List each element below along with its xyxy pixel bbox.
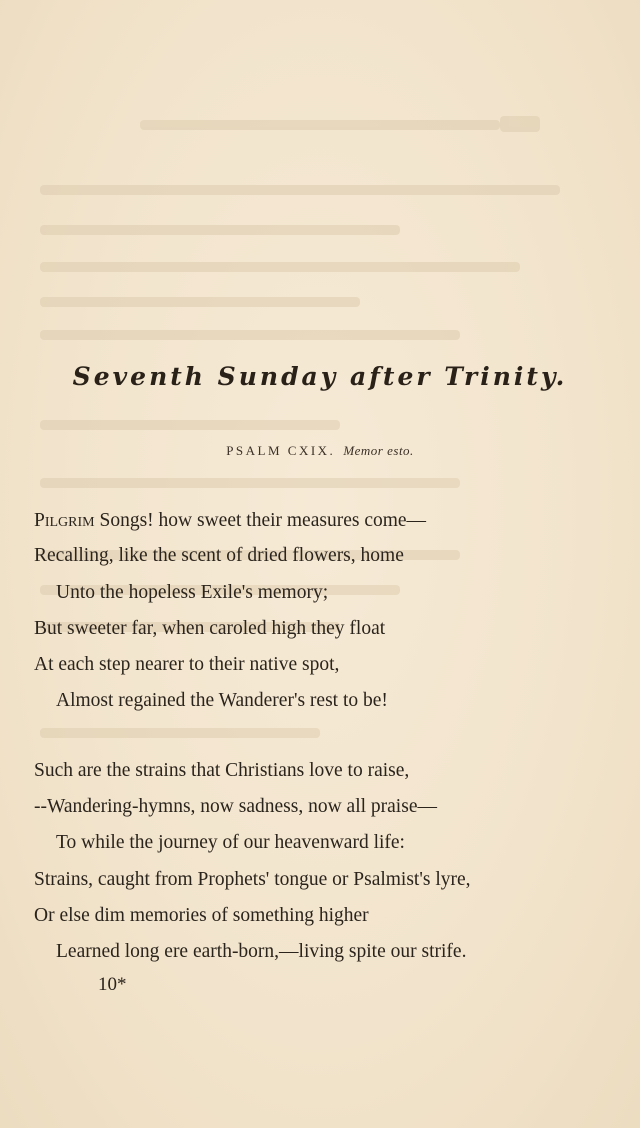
poem-line: Almost regained the Wanderer's rest to be! [56, 690, 388, 711]
poem-line: To while the journey of our heavenward life: [56, 832, 405, 853]
poem-line: But sweeter far, when caroled high they float [34, 618, 386, 639]
psalm-motto: Memor esto. [343, 443, 414, 458]
poem-line: Pilgrim Songs! how sweet their measures come— [34, 510, 427, 531]
poem-line: Strains, caught from Prophets' tongue or Psalmist's lyre, [34, 869, 471, 890]
poem-line: Recalling, like the scent of dried flowers, home [34, 545, 404, 566]
poem-line: At each step nearer to their native spot, [34, 654, 340, 675]
poem-line: Or else dim memories of something higher [34, 905, 369, 926]
poem-line: Unto the hopeless Exile's memory; [56, 582, 329, 603]
psalm-number: PSALM CXIX. [226, 443, 336, 458]
opening-word: Pilgrim [34, 510, 95, 531]
poem-line: --Wandering-hymns, now sadness, now all praise— [34, 796, 437, 817]
psalm-reference [0, 443, 640, 459]
poem-line: Learned long ere earth-born,—living spite our strife. [56, 941, 467, 962]
signature-mark: 10* [98, 974, 127, 995]
chapter-title: Seventh Sunday after Trinity. [72, 362, 568, 391]
poem-line: Such are the strains that Christians love to raise, [34, 760, 410, 781]
